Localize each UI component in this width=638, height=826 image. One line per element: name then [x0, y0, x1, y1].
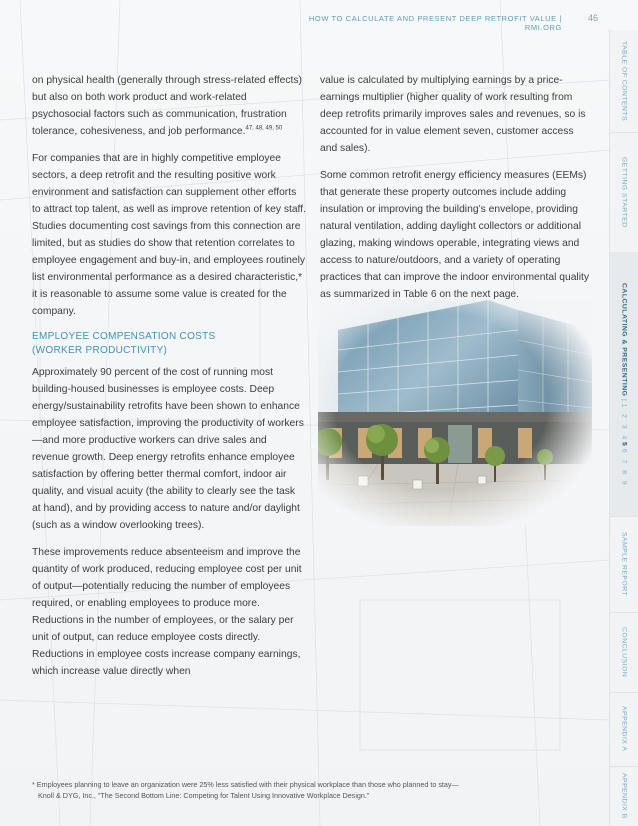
sidebar-item-label: APPENDIX A	[620, 706, 628, 752]
paragraph-text: on physical health (generally through stress-related effects) but also on both work product and work-related psychosocial factors such as communication, frustration tolerance, cohesiveness, and job performance.	[32, 75, 302, 137]
footnote-line: * Employees planning to leave an organization were 25% less satisfied with their physical workplace than those who planned to stay—	[32, 780, 459, 789]
paragraph: Some common retrofit energy efficiency measures (EEMs) that generate these property outcomes include adding insulation or improving the building’s envelope, providing natural ventilation, adding daylight collectors or additional glazing, making windows operable, integrating views and access to nature/outdoors, and a variety of operating practices that can improve the indoor environmental quality as summarized in Table 6 on the next page.	[320, 170, 590, 300]
section-heading	[32, 330, 306, 358]
sidebar-item-appendix-a[interactable]	[610, 692, 638, 767]
sidebar-item-getting-started[interactable]	[610, 132, 638, 253]
sidebar-item-sample-report[interactable]	[610, 516, 638, 613]
section-heading-line: (WORKER PRODUCTIVITY)	[32, 345, 168, 356]
building-photo	[318, 300, 592, 526]
sidebar-item-calculating-presenting[interactable]	[610, 252, 638, 517]
section-heading-line: EMPLOYEE COMPENSATION COSTS	[32, 331, 216, 342]
building-illustration	[318, 300, 592, 526]
sidebar-item-label	[621, 283, 628, 485]
section-sidebar	[609, 30, 638, 826]
sidebar-item-section-title: CALCULATING & PRESENTING	[620, 282, 628, 397]
sidebar-separator: |	[620, 398, 628, 402]
left-column	[32, 72, 306, 690]
sidebar-page-links-before[interactable]: 1 2 3 4	[620, 403, 628, 440]
paragraph	[32, 72, 306, 140]
footnote-line: Knoll & DYG, Inc., “The Second Bottom Line: Competing for Talent Using Innovative Workplace Design.”	[38, 791, 370, 800]
sidebar-item-appendix-b[interactable]	[610, 766, 638, 826]
sidebar-item-table-of-contents[interactable]	[610, 30, 638, 133]
paragraph: value is calculated by multiplying earnings by a price-earnings multiplier (higher quality of work resulting from deep retrofits primarily improves sales and revenues, so is accounted for in value element seven, customer access and sales).	[320, 75, 586, 154]
sidebar-current-page[interactable]: 5	[620, 442, 628, 447]
sidebar-item-label: CONCLUSION	[620, 626, 628, 678]
reference-superscript: 47, 48, 49, 50	[245, 125, 283, 132]
right-column	[320, 72, 592, 313]
sidebar-item-conclusion[interactable]	[610, 612, 638, 693]
footnote	[32, 779, 592, 801]
paragraph: For companies that are in highly competitive employee sectors, a deep retrofit and the resulting positive work environment and satisfaction can supplement other efforts to attract top talent, as well as improve retention of key staff. Studies documenting cost savings from this connection are limited, but as studies do show that retention correlates to employee engagement and buy-in, and employees routinely list environmental performance as a desired characteristic,* it is reasonable to assume some value is created for the company.	[32, 153, 306, 317]
page-number: 46	[588, 13, 599, 23]
sidebar-page-links-after[interactable]: 6 7 8 9	[620, 448, 628, 486]
sidebar-item-label: SAMPLE REPORT	[620, 531, 628, 597]
sidebar-item-label: GETTING STARTED	[620, 156, 628, 228]
sidebar-item-label: APPENDIX B	[620, 773, 628, 819]
sidebar-item-label: TABLE OF CONTENTS	[620, 40, 628, 122]
paragraph: Approximately 90 percent of the cost of running most building-housed businesses is employee costs. Deep energy/sustainability retrofits have been shown to enhance employee satisfaction, improving the productivity of workers—and more productive workers can drive sales and revenue growth. Deep energy retrofits enhance employee satisfaction by offering better thermal comfort, indoor air quality, and visual acuity (the ability to clearly see the task at hand), and by providing access to nature and/or daylight (such as a window overlooking trees).	[32, 367, 304, 531]
paragraph: These improvements reduce absenteeism and improve the quantity of work produced, reducing employee cost per unit of output—potentially reducing the number of employees required, or enabling employees to produce more. Reductions in the number of employees, or the salary per unit of output, can reduce employee costs directly. Reductions in employee costs increase company earnings, which increase value directly when	[32, 547, 302, 677]
running-header: HOW TO CALCULATE AND PRESENT DEEP RETROFIT VALUE | RMI.ORG	[308, 14, 562, 32]
